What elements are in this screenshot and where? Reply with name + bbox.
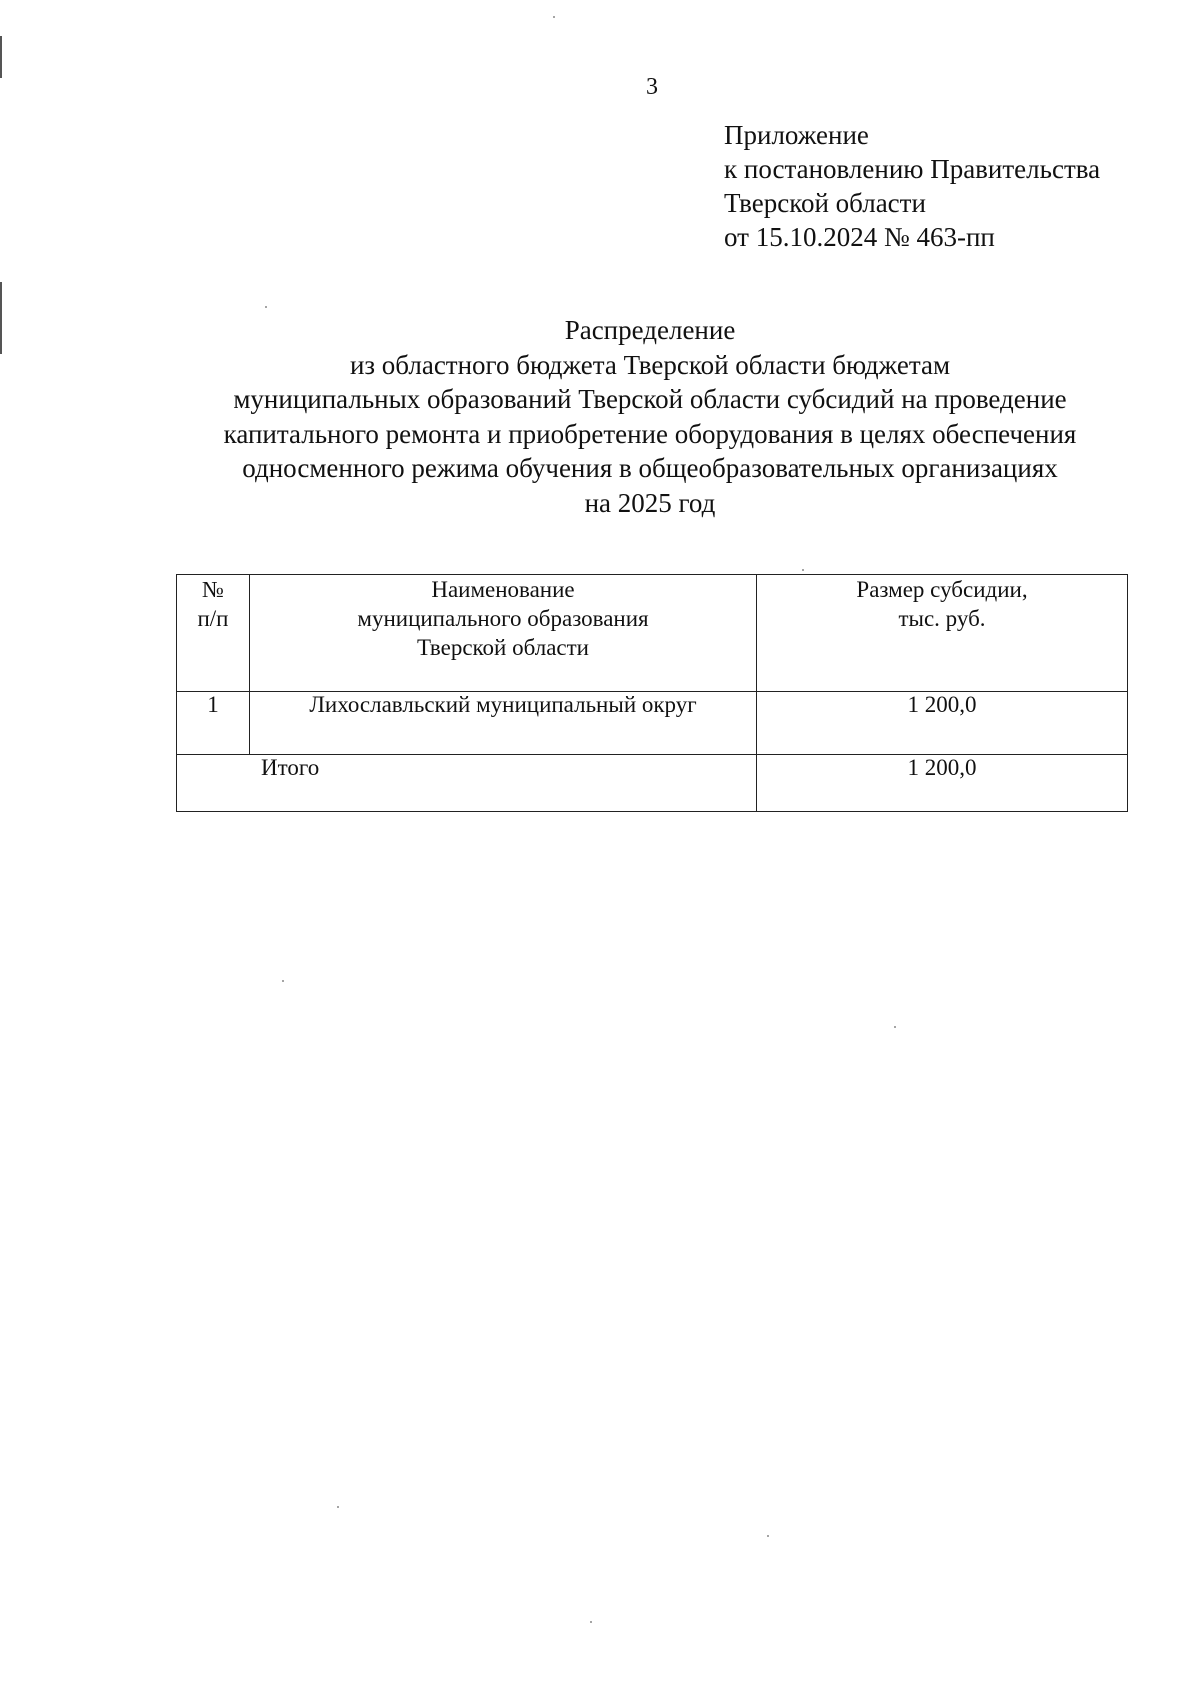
row-name: Лихославльский муниципальный округ	[250, 692, 757, 755]
title-line: Распределение	[564, 315, 736, 345]
header-amount-line: Размер субсидии,	[856, 577, 1028, 602]
scan-speck	[590, 1621, 592, 1623]
scan-speck	[265, 306, 267, 308]
scan-speck	[337, 1506, 339, 1508]
header-amount-line: тыс. руб.	[898, 606, 986, 631]
scan-speck	[767, 1535, 769, 1537]
row-number: 1	[177, 692, 250, 755]
scan-edge-mark	[0, 282, 2, 354]
title-line: из областного бюджета Тверской области бюджетам	[349, 349, 951, 380]
scan-speck	[894, 1026, 896, 1028]
appendix-block	[724, 118, 1100, 254]
scan-speck	[282, 980, 284, 982]
header-name-line: Наименование	[431, 577, 575, 602]
scan-speck	[802, 569, 804, 571]
title-line: капитального ремонта и приобретение оборудования в целях обеспечения	[223, 418, 1077, 449]
row-amount: 1 200,0	[757, 692, 1128, 755]
table-row	[177, 692, 1128, 755]
table-header-row	[177, 575, 1128, 692]
appendix-line: к постановлению Правительства	[724, 154, 1101, 184]
appendix-line: Тверской области	[724, 188, 926, 218]
title-line: на 2025 год	[584, 487, 716, 518]
page-number: 3	[646, 74, 658, 100]
header-number-line: №	[202, 577, 224, 602]
subsidy-table	[176, 574, 1128, 812]
table-total-row	[177, 755, 1128, 812]
appendix-line: от 15.10.2024 № 463-пп	[724, 222, 995, 252]
total-amount: 1 200,0	[757, 755, 1128, 812]
scan-edge-mark	[0, 36, 2, 78]
appendix-line: Приложение	[724, 120, 869, 150]
scan-speck	[553, 16, 555, 18]
header-amount	[757, 575, 1128, 692]
header-name-line: Тверской области	[417, 635, 589, 660]
header-number-line: п/п	[197, 606, 229, 631]
title-line: односменного режима обучения в общеобразовательных организациях	[242, 453, 1058, 483]
document-title	[150, 313, 1150, 520]
total-label: Итого	[177, 755, 757, 812]
header-number	[177, 575, 250, 692]
header-name-line: муниципального образования	[357, 606, 649, 631]
header-name	[250, 575, 757, 692]
title-line: муниципальных образований Тверской области субсидий на проведение	[233, 384, 1067, 414]
